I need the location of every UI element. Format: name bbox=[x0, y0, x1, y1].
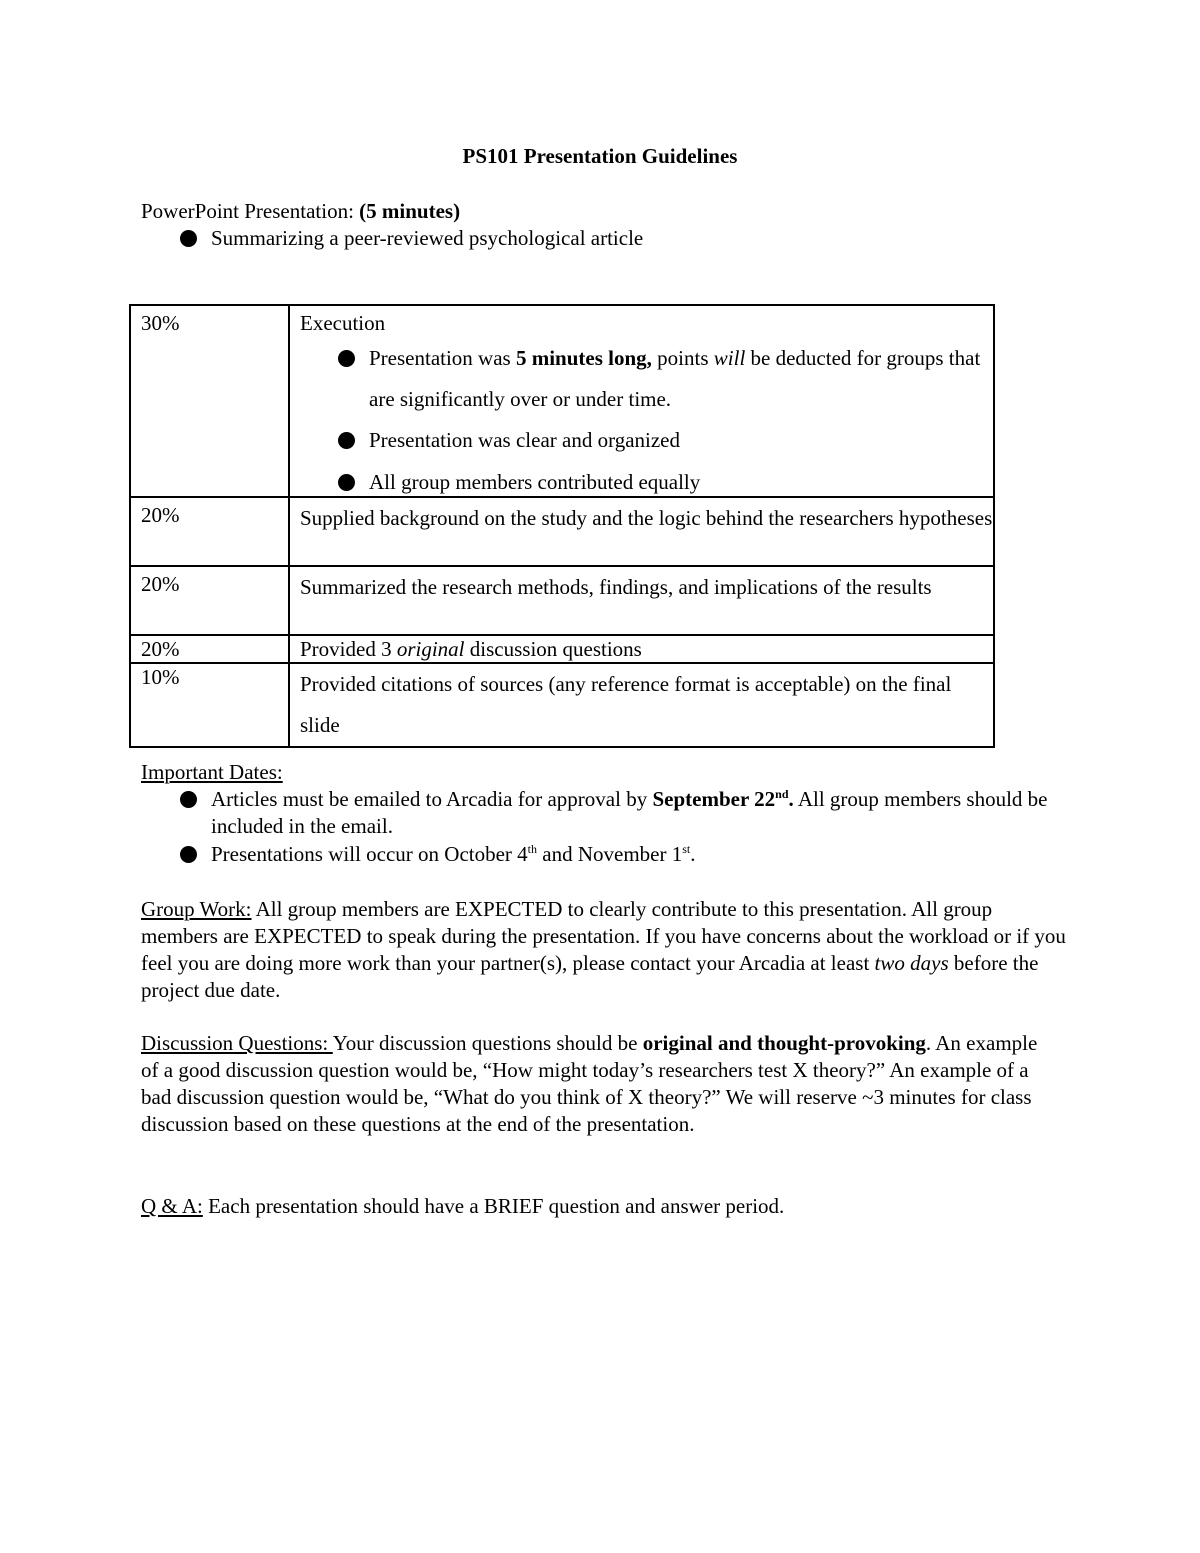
execution-heading: Execution bbox=[300, 311, 386, 335]
dates-sup: th bbox=[527, 842, 538, 856]
bullet-icon bbox=[180, 230, 197, 247]
powerpoint-bullet-text: Summarizing a peer-reviewed psychological article bbox=[211, 226, 644, 250]
dates-text: All group members should be included in the email. bbox=[211, 787, 1048, 838]
bullet-text-italic: will bbox=[713, 346, 746, 370]
powerpoint-line bbox=[141, 198, 460, 225]
qa-paragraph bbox=[141, 1193, 1071, 1220]
description-cell bbox=[289, 305, 994, 497]
percent-cell: 20% bbox=[130, 566, 289, 635]
bullet-icon bbox=[338, 350, 355, 367]
discussion-paragraph bbox=[141, 1030, 1041, 1138]
dates-heading bbox=[141, 759, 283, 786]
execution-bullets bbox=[338, 338, 993, 495]
discussion-text: . An example of a good discussion question would be, “How might today’s researchers test X theory?” An example of a bad discussion question would be, “What do you think of X theory?” We will reserve ~3 minutes for class discussion based on these questions at the end of the presentation. bbox=[141, 1031, 1038, 1136]
discussion-heading: Discussion Questions: bbox=[141, 1031, 333, 1055]
bullet-text: be deducted for groups that are significantly over or under time. bbox=[369, 346, 981, 411]
dates-text: Presentations will occur on October 4 bbox=[211, 842, 528, 866]
description-cell: Summarized the research methods, findings, and implications of the results bbox=[289, 566, 994, 635]
powerpoint-label: PowerPoint Presentation: bbox=[141, 199, 360, 223]
bullet-icon bbox=[180, 846, 197, 863]
percent-cell: 30% bbox=[130, 305, 289, 497]
table-row bbox=[130, 497, 994, 566]
dates-sup: nd bbox=[775, 787, 789, 801]
percent-cell: 10% bbox=[130, 663, 289, 747]
discussion-text: Your discussion questions should be bbox=[332, 1031, 643, 1055]
dates-text-bold: September 22 bbox=[652, 787, 776, 811]
page-title: PS101 Presentation Guidelines bbox=[462, 144, 738, 168]
table-row bbox=[130, 635, 994, 663]
dates-sup: st bbox=[682, 842, 691, 856]
list-item bbox=[338, 338, 993, 420]
description-cell: Supplied background on the study and the logic behind the researchers hypotheses bbox=[289, 497, 994, 566]
table-row bbox=[130, 566, 994, 635]
bullet-text: All group members contributed equally bbox=[369, 470, 701, 494]
description-cell: Provided citations of sources (any reference format is acceptable) on the final slide bbox=[289, 663, 994, 747]
cell-text: Provided 3 bbox=[300, 637, 397, 661]
description-cell bbox=[289, 635, 994, 663]
discussion-text-bold: original and thought-provoking bbox=[642, 1031, 926, 1055]
dates-item-2 bbox=[180, 841, 696, 868]
bullet-text: Presentation was clear and organized bbox=[369, 428, 680, 452]
group-work-text: before the project due date. bbox=[141, 951, 1039, 1002]
powerpoint-bullet bbox=[180, 225, 643, 252]
bullet-icon bbox=[180, 791, 197, 808]
dates-text: Articles must be emailed to Arcadia for approval by bbox=[211, 787, 653, 811]
dates-text-bold: . bbox=[788, 787, 794, 811]
group-work-paragraph bbox=[141, 896, 1071, 1004]
list-item bbox=[338, 420, 993, 461]
group-work-text-italic: two days bbox=[874, 951, 949, 975]
dates-item-1 bbox=[180, 786, 1070, 840]
dates-text: . bbox=[690, 842, 696, 866]
cell-text-italic: original bbox=[396, 637, 465, 661]
percent-cell: 20% bbox=[130, 635, 289, 663]
bullet-icon bbox=[338, 432, 355, 449]
bullet-icon bbox=[338, 474, 355, 491]
qa-heading: Q & A: bbox=[141, 1194, 203, 1218]
cell-text: discussion questions bbox=[464, 637, 642, 661]
dates-heading-text: Important Dates: bbox=[141, 760, 283, 784]
group-work-heading: Group Work: bbox=[141, 897, 252, 921]
powerpoint-duration: (5 minutes) bbox=[359, 199, 461, 223]
table-row bbox=[130, 305, 994, 497]
rubric-table bbox=[129, 304, 995, 748]
bullet-text: Presentation was bbox=[369, 346, 516, 370]
percent-cell: 20% bbox=[130, 497, 289, 566]
qa-text: Each presentation should have a BRIEF question and answer period. bbox=[202, 1194, 785, 1218]
list-item bbox=[338, 461, 993, 495]
group-work-text: All group members are EXPECTED to clearly contribute to this presentation. All group members are EXPECTED to speak during the presentation. If you have concerns about the workload or if you feel you are doing more work than your partner(s), please contact your Arcadia at least bbox=[141, 897, 1066, 975]
dates-text: and November 1 bbox=[537, 842, 683, 866]
bullet-text: points bbox=[651, 346, 714, 370]
bullet-text-bold: 5 minutes long, bbox=[515, 346, 652, 370]
table-row bbox=[130, 663, 994, 747]
